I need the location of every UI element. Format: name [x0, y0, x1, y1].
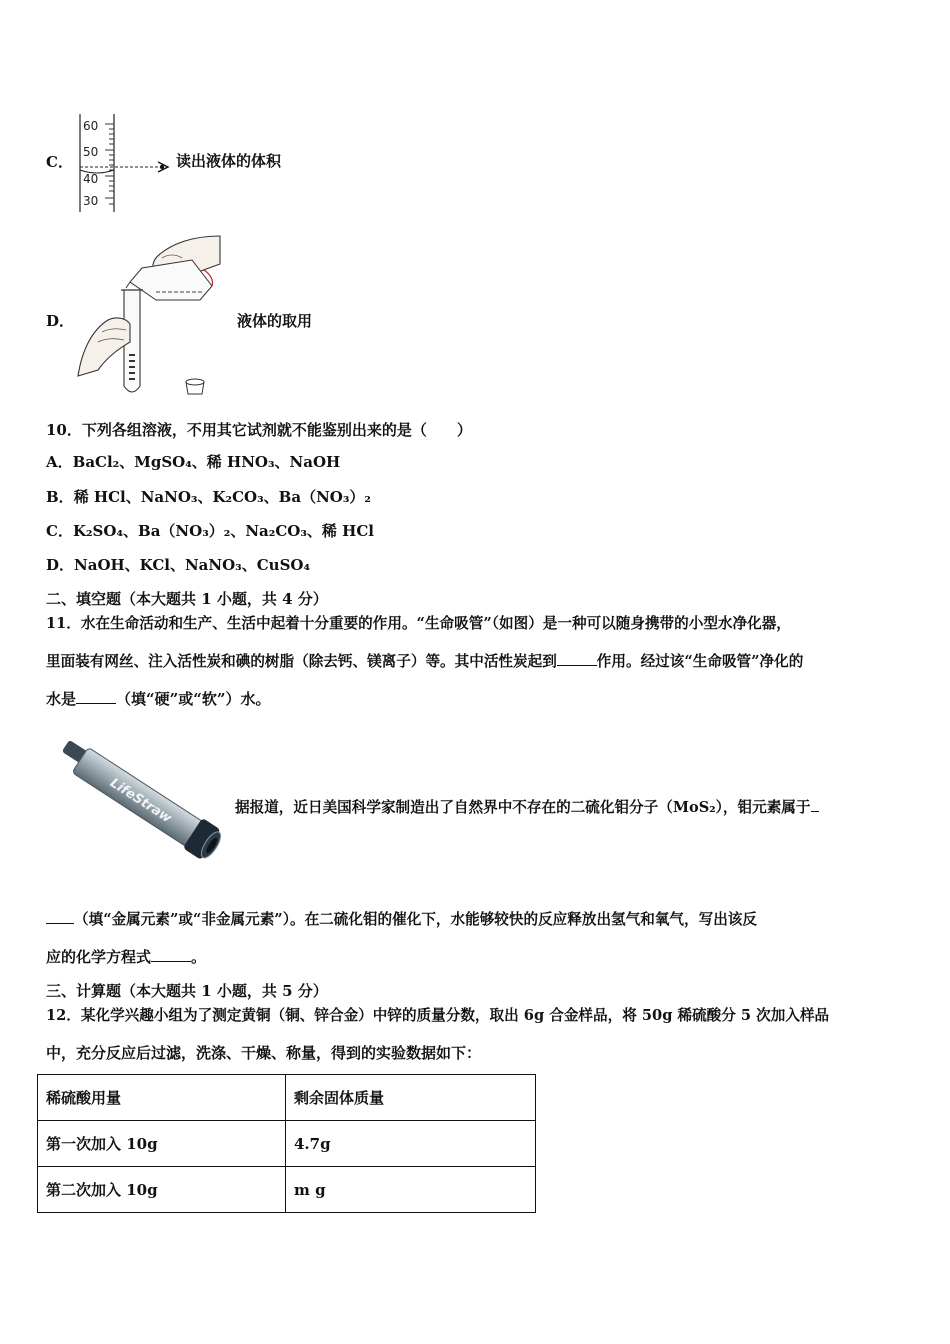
- q12-line-1: 12．某化学兴趣小组为了测定黄铜（铜、锌合金）中锌的质量分数，取出 6g 合金样品，将 50g 稀硫酸分 5 次加入样品: [46, 1007, 830, 1024]
- table-row: [38, 1167, 536, 1213]
- q11-line-6: 应的化学方程式 。: [46, 948, 207, 966]
- q11-line-2: 里面装有网丝、注入活性炭和碘的树脂（除去钙、镁离子）等。其中活性炭起到 作用。经过该“生命吸管”净化的: [46, 653, 804, 670]
- section-2-heading: 二、填空题（本大题共 1 小题，共 4 分）: [46, 590, 328, 608]
- q11-line-4: 据报道，近日美国科学家制造出了自然界中不存在的二硫化钼分子（MoS₂），钼元素属于: [235, 797, 819, 818]
- q12-line-2: 中，充分反应后过滤，洗涤、干燥、称量，得到的实验数据如下：: [46, 1044, 482, 1062]
- q11-line-1: 11．水在生命活动和生产、生活中起着十分重要的作用。“生命吸管”（如图）是一种可以随身携带的小型水净化器，: [46, 615, 791, 632]
- eye-icon: [158, 162, 168, 172]
- q10-option-c: C．K₂SO₄、Ba（NO₃）₂、Na₂CO₃、稀 HCl: [46, 522, 374, 540]
- straw-brand-label: LifeStraw: [107, 775, 174, 827]
- lifestraw-image: [44, 730, 236, 870]
- graduated-cylinder-figure: [74, 112, 174, 216]
- table-cell: 第一次加入 10g: [38, 1121, 286, 1167]
- q10-option-a: A．BaCl₂、MgSO₄、稀 HNO₃、NaOH: [46, 453, 341, 471]
- q11-line-3: 水是 （填“硬”或“软”）水。: [46, 690, 271, 708]
- answer-blank: [151, 947, 191, 962]
- pouring-liquid-figure: [72, 230, 232, 402]
- option-c-label: C．: [46, 153, 73, 171]
- table-header-cell: 剩余固体质量: [286, 1075, 536, 1121]
- table-cell: m g: [286, 1167, 536, 1213]
- tick-label: 40: [83, 172, 99, 186]
- answer-blank: [811, 797, 819, 812]
- table-cell: 第二次加入 10g: [38, 1167, 286, 1213]
- table-cell: 4.7g: [286, 1121, 536, 1167]
- table-header-cell: 稀硫酸用量: [38, 1075, 286, 1121]
- q11-line-5: （填“金属元素”或“非金属元素”）。在二硫化钼的催化下，水能够较快的反应释放出氢气和氧气，写出该反: [46, 909, 757, 930]
- option-d-label: D．: [46, 312, 75, 330]
- tick-label: 60: [83, 119, 99, 133]
- answer-blank: [46, 909, 74, 924]
- section-3-heading: 三、计算题（本大题共 1 小题，共 5 分）: [46, 982, 328, 1000]
- q10-option-d: D．NaOH、KCl、NaNO₃、CuSO₄: [46, 556, 311, 574]
- table-row: [38, 1121, 536, 1167]
- option-c-caption: 读出液体的体积: [176, 152, 282, 170]
- q10-stem: 10．下列各组溶液，不用其它试剂就不能鉴别出来的是（ ）: [46, 421, 472, 439]
- answer-blank: [557, 651, 597, 666]
- tick-label: 30: [83, 194, 99, 208]
- tick-label: 50: [83, 145, 99, 159]
- option-d-caption: 液体的取用: [237, 312, 313, 330]
- experiment-data-table: [37, 1074, 536, 1213]
- table-header-row: [38, 1075, 536, 1121]
- answer-blank: [76, 689, 116, 704]
- q10-option-b: B．稀 HCl、NaNO₃、K₂CO₃、Ba（NO₃）₂: [46, 488, 371, 506]
